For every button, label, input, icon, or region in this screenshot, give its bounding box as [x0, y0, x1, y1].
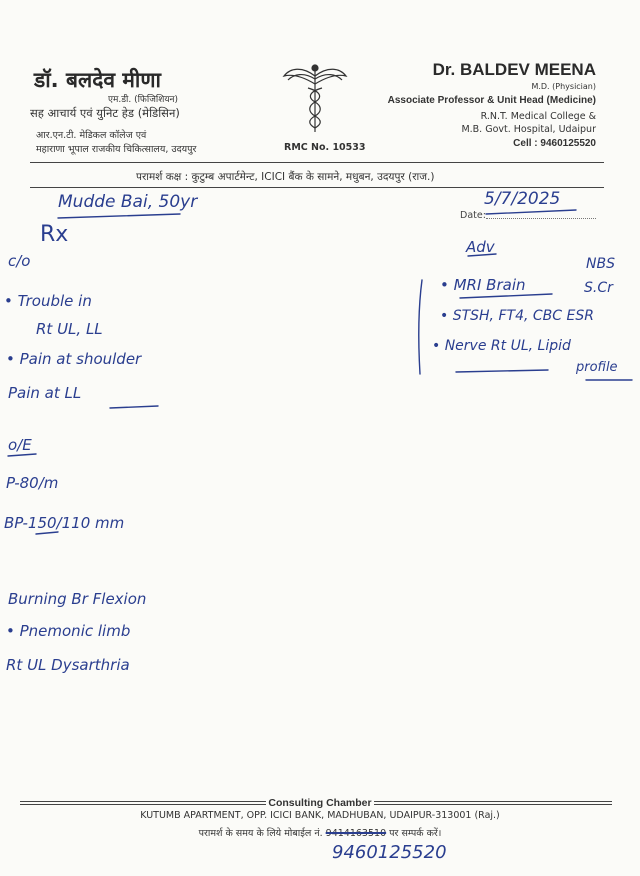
doctor-title-hindi: सह आचार्य एवं युनिट हेड (मेडिसिन) [30, 106, 180, 120]
handwritten-line: BP-150/110 mm [4, 514, 125, 532]
advice-item: • MRI Brain [440, 276, 526, 294]
doctor-title-english: Associate Professor & Unit Head (Medicine) [387, 95, 596, 106]
footer-contact-line [0, 826, 640, 839]
handwritten-line: Rt UL, LL [36, 320, 103, 338]
institution-english-line1: R.N.T. Medical College & [480, 111, 596, 122]
handwritten-line: • Pain at shoulder [6, 350, 142, 368]
handwritten-line: c/o [8, 252, 31, 270]
footer-contact-prefix: परामर्श के समय के लिये मोबाईल नं. [198, 828, 323, 839]
advice-side-note: S.Cr [584, 280, 613, 296]
handwritten-line: P-80/m [6, 474, 59, 492]
handwritten-date: 5/7/2025 [484, 189, 561, 209]
consulting-chamber-label: Consulting Chamber [268, 797, 372, 809]
handwritten-line: • Pnemonic limb [6, 622, 131, 640]
handwritten-line: • Trouble in [4, 292, 92, 310]
handwritten-line: o/E [8, 436, 32, 454]
doctor-name-english: Dr. BALDEV MEENA [432, 60, 596, 79]
advice-heading: Adv [466, 238, 495, 256]
doctor-degree-english: M.D. (Physician) [531, 82, 596, 91]
institution-hindi-line1: आर.एन.टी. मेडिकल कॉलेज एवं [36, 130, 147, 141]
footer-address: KUTUMB APARTMENT, OPP. ICICI BANK, MADHUBAN, UDAIPUR-313001 (Raj.) [140, 810, 500, 821]
handwritten-line: Rt UL Dysarthria [6, 656, 130, 674]
advice-side-note: profile [576, 360, 618, 375]
date-label: Date: [460, 210, 486, 221]
doctor-cell-number: Cell : 9460125520 [513, 138, 596, 149]
advice-item: • Nerve Rt UL, Lipid [432, 338, 571, 354]
doctor-name-hindi: डॉ. बलदेव मीणा [34, 68, 161, 92]
footer-contact-suffix: पर सम्पर्क करें। [389, 828, 442, 839]
handwritten-mobile-number: 9460125520 [332, 842, 447, 863]
rmc-number: RMC No. 10533 [284, 142, 366, 153]
rx-symbol: Rx [40, 222, 69, 247]
consultation-address: परामर्श कक्ष : कुटुम्ब अपार्टमेन्ट, ICICI बैंक के सामने, मधुबन, उदयपुर (राज.) [136, 171, 435, 183]
footer-contact-struck-number: 9414163510 [325, 828, 387, 839]
handwritten-line: Pain at LL [8, 384, 82, 402]
doctor-degree-hindi: एम.डी. (फिजिशियन) [108, 95, 179, 105]
institution-hindi-line2: महाराणा भूपाल राजकीय चिकित्सालय, उदयपुर [36, 144, 197, 155]
institution-english-line2: M.B. Govt. Hospital, Udaipur [461, 124, 596, 135]
handwritten-line: Burning Br Flexion [8, 590, 147, 608]
advice-item: • STSH, FT4, CBC ESR [440, 308, 594, 324]
advice-side-note: NBS [586, 256, 615, 272]
patient-name-age: Mudde Bai, 50yr [58, 192, 198, 212]
